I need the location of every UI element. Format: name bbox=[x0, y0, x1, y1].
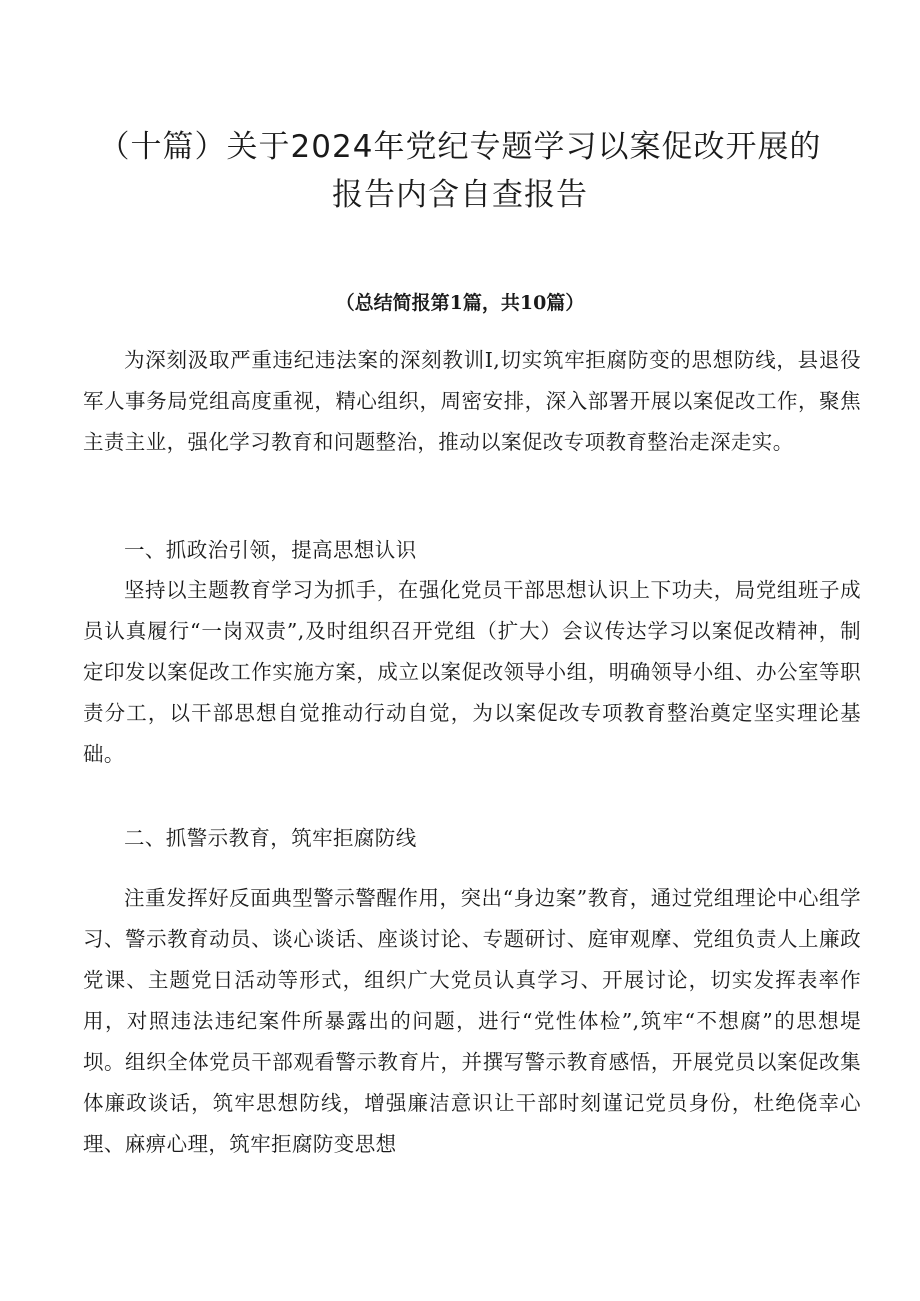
paragraph-section-2: 注重发挥好反面典型警示警醒作用，突出“身边案”教育，通过党组理论中心组学习、警示教育动员、谈心谈话、座谈讨论、专题研讨、庭审观摩、党组负责人上廉政党课、主题党日活动等形式，组织广大党员认真学习、开展讨论，切实发挥表率作用，对照违法违纪案件所暴露出的问题，进行“党性体检”,筑牢“不想腐”的思想堤坝。组织全体党员干部观看警示教育片，并撰写警示教育感悟，开展党员以案促改集体廉政谈话，筑牢思想防线，增强廉洁意识让干部时刻谨记党员身份，杜绝侥幸心理、麻痹心理，筑牢拒腐防变思想 bbox=[83, 886, 861, 1156]
document-title-line-2: 报告内含自查报告 bbox=[332, 177, 588, 213]
section-heading-1: 一、抓政治引领，提高思想认识 bbox=[124, 538, 417, 562]
section-heading-2: 二、抓警示教育，筑牢拒腐防线 bbox=[124, 826, 417, 850]
paragraph-section-1: 坚持以主题教育学习为抓手，在强化党员干部思想认识上下功夫，局党组班子成员认真履行“一岗双责”,及时组织召开党组（扩大）会议传达学习以案促改精神，制定印发以案促改工作实施方案，成立以案促改领导小组，明确领导小组、办公室等职责分工，以干部思想自觉推动行动自觉，为以案促改专项教育整治奠定坚实理论基础。 bbox=[83, 578, 861, 766]
document-title-line-1: （十篇）关于2024年党纪专题学习以案促改开展的 bbox=[98, 129, 822, 165]
paragraph-intro: 为深刻汲取严重违纪违法案的深刻教训I,切实筑牢拒腐防变的思想防线，县退役军人事务局党组高度重视，精心组织，周密安排，深入部署开展以案促改工作，聚焦主责主业，强化学习教育和问题整治，推动以案促改专项教育整治走深走实。 bbox=[83, 348, 861, 454]
document-subtitle: （总结简报第1篇，共10篇） bbox=[335, 292, 585, 314]
